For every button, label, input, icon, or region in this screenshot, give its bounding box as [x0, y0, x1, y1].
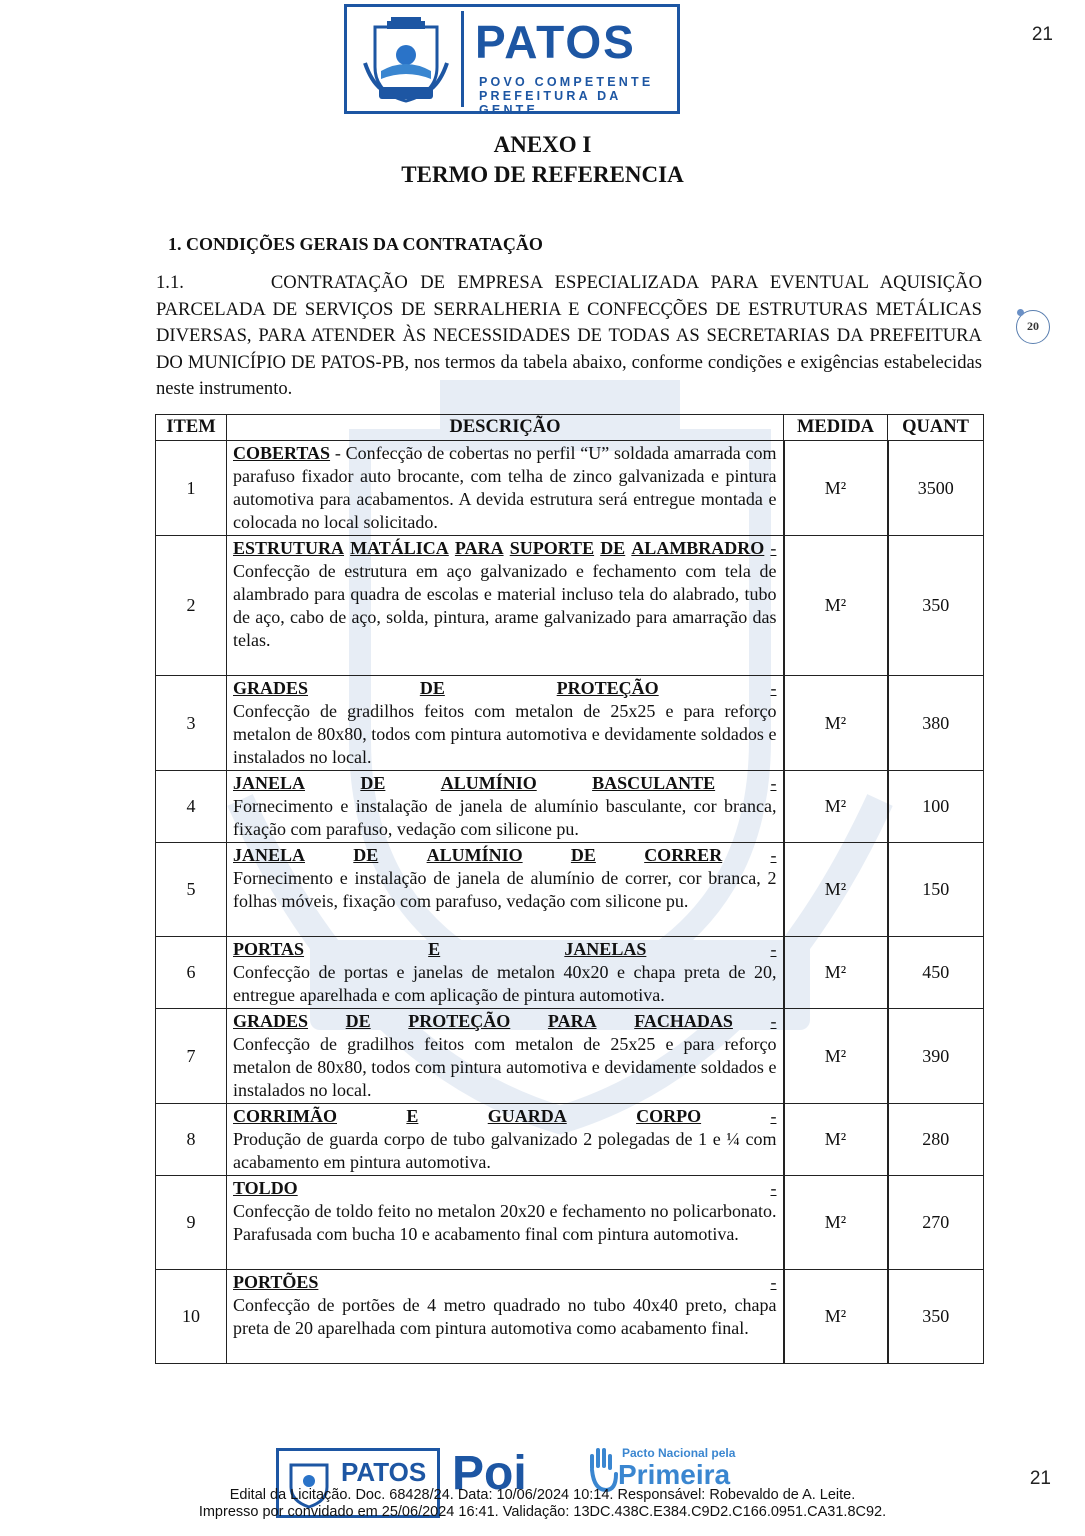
annex-subtitle: TERMO DE REFERENCIA [401, 162, 684, 187]
item-description [227, 441, 784, 536]
stamp-number: 20 [1027, 319, 1039, 333]
item-title-line [233, 772, 777, 795]
item-title-word: PARA [547, 1011, 597, 1031]
header-tagline-1: POVO COMPETENTE [479, 75, 654, 89]
item-title-word: GRADES [233, 1011, 309, 1031]
hand-icon [588, 1448, 618, 1492]
table-row [156, 441, 984, 536]
item-quantity: 280 [888, 1104, 984, 1176]
item-text: Produção de guarda corpo de tubo galvanizado 2 polegadas de 1 e ¼ com acabamento em pintura automotiva. [233, 1129, 777, 1172]
item-title-word: GRADES [233, 678, 309, 698]
item-title-word: BASCULANTE [592, 773, 716, 793]
item-text: - Confecção de cobertas no perfil “U” soldada amarrada com parafuso fixador auto brocante, com telha de zinco galvanizada e pintura automotiva para acabamentos. A devida estrutura será entregue montada e colocada no local solicitado. [233, 443, 777, 532]
item-title: COBERTAS [233, 443, 331, 463]
paragraph-rest: nos termos da tabela abaixo, conforme condições e exigências estabelecidas neste instrumento. [156, 351, 982, 399]
item-number: 3 [156, 676, 227, 771]
table-row [156, 1270, 984, 1364]
item-quantity: 150 [888, 843, 984, 937]
item-title-word: CORRER [644, 845, 723, 865]
item-quantity: 3500 [888, 441, 984, 536]
item-text: Confecção de estrutura em aço galvanizado e fechamento com tela de alambrado para quadra de escolas e material incluso tela do alabrado, tubo de aço, cabo de aço, solda, pintura, arame galvanizado para amarração das telas. [233, 561, 777, 650]
item-unit: M² [784, 1176, 888, 1270]
item-text: Confecção de gradilhos feitos com metalon de 25x25 e para reforço metalon de 80x80, todos com pintura automotiva e devidamente soldados e instalados no local. [233, 701, 777, 767]
item-number: 10 [156, 1270, 227, 1364]
item-number: 4 [156, 771, 227, 843]
item-unit: M² [784, 676, 888, 771]
item-quantity: 350 [888, 536, 984, 676]
footer-validation-line-2: Impresso por convidado em 25/06/2024 16:41. Validação: 13DC.438C.E384.C9D2.C166.0951.CA31.8C92. [198, 1504, 887, 1520]
stamp-dot-icon [1017, 309, 1024, 316]
table-row [156, 937, 984, 1009]
item-text: Confecção de portas e janelas de metalon 40x20 e chapa preta de 20, entregue aparelhada e com aplicação de pintura automotiva. [233, 962, 777, 1005]
item-title-line [233, 1271, 777, 1294]
footer-validation-line-1: Edital da Licitação. Doc. 68428/24. Data: 10/06/2024 10:14. Responsável: Robevaldo de A. Leite. [229, 1487, 856, 1503]
item-title-word: E [406, 1106, 419, 1126]
item-text: Fornecimento e instalação de janela de alumínio de correr, cor branca, 2 folhas móveis, fixação com parafuso, vedação com silicone pu. [233, 868, 777, 911]
item-number: 6 [156, 937, 227, 1009]
item-title-word: ESTRUTURA [233, 538, 345, 558]
item-title-word: JANELA [233, 845, 306, 865]
items-table [155, 414, 984, 1364]
item-description [227, 1104, 784, 1176]
table-row [156, 676, 984, 771]
item-title-word: PROTEÇÃO [556, 678, 659, 698]
page-number-bottom: 21 [1029, 1468, 1051, 1489]
item-number: 1 [156, 441, 227, 536]
title-dash: - [770, 1272, 777, 1292]
item-text: Fornecimento e instalação de janela de alumínio basculante, cor branca, fixação com parafuso, vedação com silicone pu. [233, 796, 777, 839]
item-title-line [233, 938, 777, 961]
header-brand: PATOS [475, 16, 636, 68]
item-quantity: 350 [888, 1270, 984, 1364]
item-unit: M² [784, 441, 888, 536]
item-title-line [233, 1105, 777, 1128]
item-description [227, 1176, 784, 1270]
table-row [156, 536, 984, 676]
title-dash: - [770, 939, 777, 959]
item-description [227, 676, 784, 771]
city-crest-icon [351, 11, 464, 107]
item-quantity: 100 [888, 771, 984, 843]
item-description [227, 843, 784, 937]
table-row [156, 1176, 984, 1270]
pacto-big-text: Primeira [618, 1459, 731, 1490]
item-unit: M² [784, 536, 888, 676]
title-dash: - [770, 773, 777, 793]
item-title-word: ALUMÍNIO [440, 773, 537, 793]
header-unit: MEDIDA [784, 415, 888, 441]
title-dash: - [770, 538, 777, 558]
item-title-word: GUARDA [487, 1106, 567, 1126]
item-title-word: JANELA [233, 773, 306, 793]
item-title-word: TOLDO [233, 1178, 298, 1198]
item-title-word: E [428, 939, 441, 959]
item-title-line [233, 537, 777, 560]
item-description [227, 1009, 784, 1104]
title-dash: - [770, 1106, 777, 1126]
table-row [156, 771, 984, 843]
paragraph-number: 1.1. [156, 272, 184, 293]
item-title-word: JANELAS [564, 939, 647, 959]
page-number-top: 21 [1031, 24, 1053, 45]
header-logo [344, 4, 680, 117]
item-title-line [233, 844, 777, 867]
item-title-word: ALUMÍNIO [426, 845, 523, 865]
table-row [156, 1009, 984, 1104]
item-text: Confecção de portões de 4 metro quadrado no tubo 40x40 preto, chapa preta de 20 aparelhada com pintura automotiva como acabamento final. [233, 1295, 777, 1338]
page-stamp [1016, 310, 1050, 344]
item-title-word: SUPORTE [509, 538, 595, 558]
item-title-word: DE [600, 538, 626, 558]
item-unit: M² [784, 1104, 888, 1176]
item-number: 5 [156, 843, 227, 937]
item-title-word: DE [353, 845, 379, 865]
item-title-word: PORTÕES [233, 1272, 319, 1292]
item-unit: M² [784, 843, 888, 937]
item-title-word: DE [419, 678, 445, 698]
item-title-word: DE [570, 845, 596, 865]
title-dash: - [770, 1011, 777, 1031]
item-unit: M² [784, 1270, 888, 1364]
item-description [227, 771, 784, 843]
item-title-line [233, 1010, 777, 1033]
header-description: DESCRIÇÃO [227, 415, 784, 441]
item-unit: M² [784, 1009, 888, 1104]
item-title-word: FACHADAS [634, 1011, 733, 1031]
intro-paragraph [156, 270, 982, 403]
item-quantity: 450 [888, 937, 984, 1009]
item-title-line [233, 1177, 777, 1200]
item-text: Confecção de toldo feito no metalon 20x20 e fechamento no policarbonato. Parafusada com bucha 10 e acabamento final com pintura automotiva. [233, 1201, 777, 1244]
section-heading: 1. CONDIÇÕES GERAIS DA CONTRATAÇÃO [168, 234, 543, 254]
item-title-word: DE [360, 773, 386, 793]
table-body [156, 441, 984, 1364]
item-quantity: 380 [888, 676, 984, 771]
item-title-word: DE [345, 1011, 371, 1031]
item-number: 7 [156, 1009, 227, 1104]
item-text: Confecção de gradilhos feitos com metalon de 25x25 e para reforço metalon de 80x80, todos com pintura automotiva e devidamente soldados e instalados no local. [233, 1034, 777, 1100]
item-title-word: PORTAS [233, 939, 305, 959]
table-header-row [156, 415, 984, 441]
paragraph-lead: CONTRATAÇÃO DE EMPRESA ESPECIALIZADA PARA EVENTUAL AQUISIÇÃO PARCELADA DE SERVIÇOS DE SERRALHERIA E CONFECÇÕES DE ESTRUTURAS METÁLICAS DIVERSAS, PARA ATENDER ÀS NECESSIDADES DE TODAS AS SECRETARIAS DA PREFEITURA DO MUNICÍPIO DE PATOS-PB, [156, 272, 982, 373]
item-unit: M² [784, 937, 888, 1009]
footer-poi-logo: Poi [452, 1447, 527, 1500]
item-number: 8 [156, 1104, 227, 1176]
item-title-word: MATÁLICA [350, 538, 449, 558]
footer-pacto-logo [588, 1446, 735, 1490]
item-title-word: CORPO [636, 1106, 702, 1126]
item-title-word: ALAMBRADRO [631, 538, 765, 558]
title-dash: - [770, 845, 777, 865]
item-description [227, 536, 784, 676]
item-quantity: 390 [888, 1009, 984, 1104]
item-quantity: 270 [888, 1176, 984, 1270]
title-dash: - [770, 678, 777, 698]
item-number: 9 [156, 1176, 227, 1270]
item-title-line [233, 677, 777, 700]
pacto-small-text: Pacto Nacional pela [622, 1446, 736, 1460]
item-title-word: CORRIMÃO [233, 1106, 337, 1126]
header-quantity: QUANT [888, 415, 984, 441]
item-description [227, 937, 784, 1009]
item-number: 2 [156, 536, 227, 676]
header-item: ITEM [156, 415, 227, 441]
item-description [227, 1270, 784, 1364]
item-title-word: PROTEÇÃO [408, 1011, 511, 1031]
annex-title: ANEXO I [493, 132, 592, 157]
item-unit: M² [784, 771, 888, 843]
table-row [156, 843, 984, 937]
title-dash: - [770, 1178, 777, 1198]
footer-brand: PATOS [341, 1457, 427, 1487]
header-tagline-2: PREFEITURA DA GENTE [479, 89, 622, 117]
table-row [156, 1104, 984, 1176]
item-title-word: PARA [454, 538, 504, 558]
